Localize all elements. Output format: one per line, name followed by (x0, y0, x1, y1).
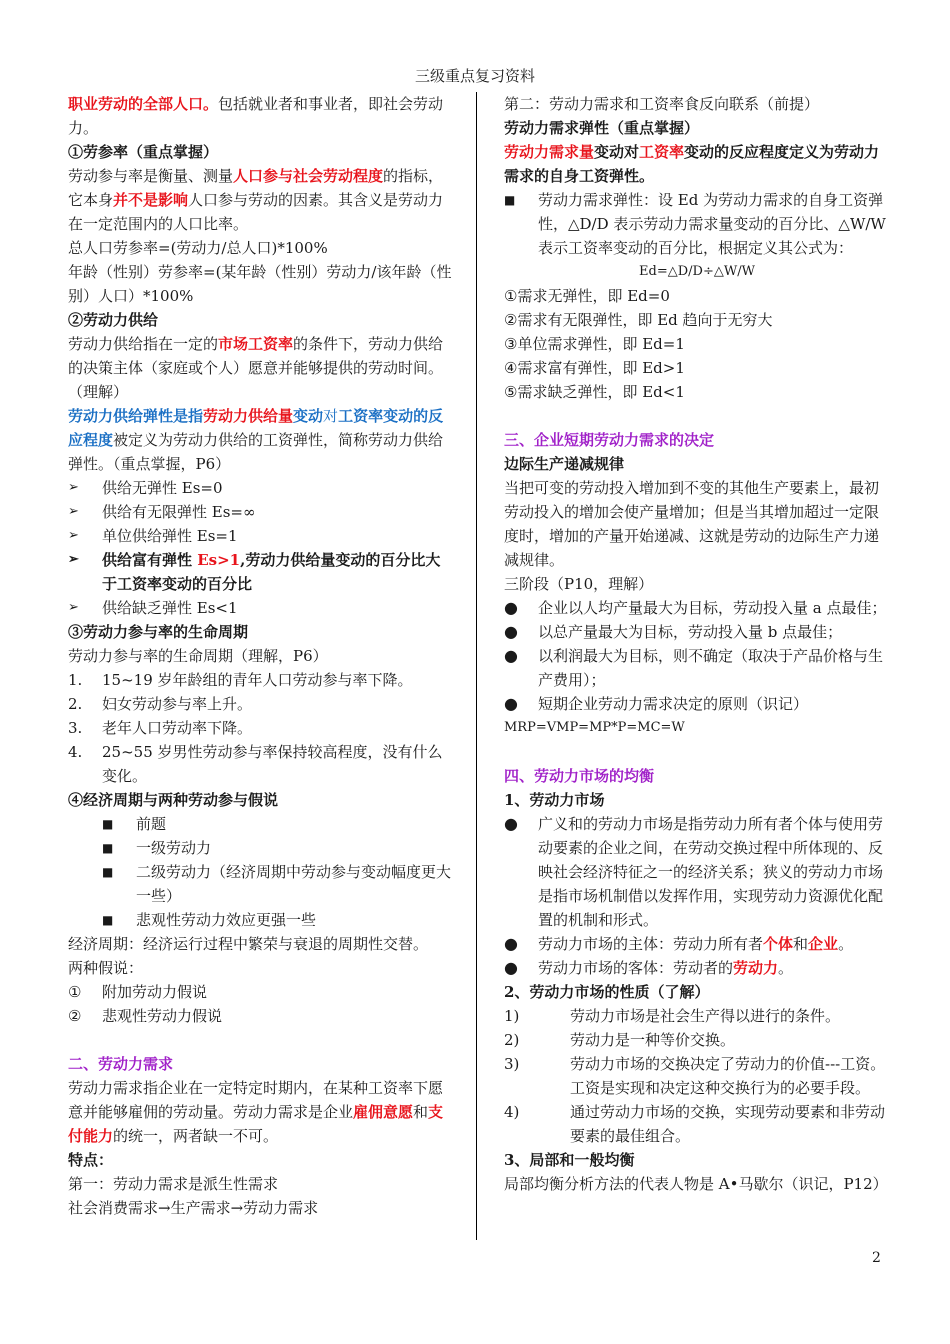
list-item: ➢ 供给富有弹性 Es>1,劳动力供给量变动的百分比大于工资率变动的百分比 (68, 548, 452, 596)
list-item: ➢ 供给有无限弹性 Es=∞ (68, 500, 452, 524)
list-item: ⑤ 需求缺乏弹性，即 Ed<1 (504, 383, 685, 401)
demand-definition: 劳动力需求指企业在一定特定时期内，在某种工资率下愿意并能够雇佣的劳动量。劳动力需求是企业雇佣意愿和支付能力的统一，两者缺一不可。 (68, 1079, 444, 1145)
list-item: 2. 妇女劳动参与率上升。 (68, 695, 253, 713)
dot-bullet-icon: ● (504, 598, 518, 617)
list-item: ● 劳动力市场的主体：劳动力所有者个体和企业。 (504, 932, 890, 956)
list-item: ● 企业以人均产量最大为目标，劳动投入量 a 点最佳； (504, 596, 890, 620)
list-item: ① 需求无弹性，即 Ed=0 (504, 287, 670, 305)
heading-economic-cycle: ④经济周期与两种劳动参与假说 (68, 791, 279, 809)
list-item: ■ 一级劳动力 (68, 836, 452, 860)
heading-labor-market: 1、劳动力市场 (504, 791, 605, 809)
list-item: ● 以利润最大为目标，则不确定（取决于产品价格与生产费用）； (504, 644, 890, 692)
list-item: 1) 劳动力市场是社会生产得以进行的条件。 (504, 1007, 841, 1025)
features-label: 特点： (68, 1151, 114, 1169)
list-item: ● 以总产量最大为目标，劳动投入量 b 点最佳； (504, 620, 890, 644)
heading-market-nature: 2、劳动力市场的性质（了解） (504, 983, 710, 1001)
list-item: ④ 需求富有弹性，即 Ed>1 (504, 359, 685, 377)
section-heading-market-equilibrium: 四、劳动力市场的均衡 (504, 767, 655, 785)
list-item: ➢ 供给无弹性 Es=0 (68, 476, 452, 500)
list-item: ③ 单位需求弹性，即 Ed=1 (504, 335, 685, 353)
intro-paragraph: 职业劳动的全部人口。包括就业者和事业者，即社会劳动力。 (68, 95, 444, 137)
list-item: 4) 通过劳动力市场的交换，实现劳动要素和非劳动要素的最佳组合。 (504, 1103, 886, 1145)
list-item: ■ 悲观性劳动力效应更强一些 (68, 908, 452, 932)
arrow-bullet-icon: ➢ (68, 552, 79, 567)
list-item: ■ 劳动力需求弹性：设 Ed 为劳动力需求的自身工资弹性，△D/D 表示劳动力需求量变动的百分比、△W/W 表示工资率变动的百分比，根据定义其公式为： (504, 188, 890, 260)
supply-definition: 劳动力供给指在一定的市场工资率的条件下，劳动力供给的决策主体（家庭或个人）愿意并能够提供的劳动时间。（理解） (68, 335, 444, 401)
square-bullet-icon: ■ (102, 841, 114, 855)
section-heading-short-term-demand: 三、企业短期劳动力需求的决定 (504, 431, 715, 449)
heading-partial-general-equilibrium: 3、局部和一般均衡 (504, 1151, 635, 1169)
mrp-formula: MRP=VMP=MP*P=MC=W (504, 720, 685, 735)
list-item: 1. 15~19 岁年龄组的青年人口劳动参与率下降。 (68, 671, 413, 689)
dot-bullet-icon: ● (504, 646, 518, 665)
supply-elasticity-definition: 劳动力供给弹性是指劳动力供给量变动对工资率变动的反应程度被定义为劳动力供给的工资弹性，简称劳动力供给弹性。（重点掌握，P6） (68, 407, 444, 473)
heading-labor-supply: ②劳动力供给 (68, 311, 159, 329)
feature-second: 第二：劳动力需求和工资率食反向联系（前提） (504, 95, 820, 113)
demand-chain: 社会消费需求→生产需求→劳动力需求 (68, 1199, 319, 1217)
diminishing-returns-text: 当把可变的劳动投入增加到不变的其他生产要素上，最初劳动投入的增加会使产量增加；但是当其增加超过一定限度时，增加的产量开始递减、这就是劳动的边际生产力递减规律。 (504, 479, 880, 569)
life-cycle-intro: 劳动力参与率的生命周期（理解，P6） (68, 647, 328, 665)
list-item: ● 短期企业劳动力需求决定的原则（识记） (504, 692, 890, 716)
list-item: 4. 25~55 岁男性劳动参与率保持较高程度，没有什么变化。 (68, 743, 443, 785)
participation-definition: 劳动参与率是衡量、测量人口参与社会劳动程度的指标，它本身并不是影响人口参与劳动的因素。其含义是劳动力在一定范围内的人口比率。 (68, 167, 444, 233)
list-item: ① 附加劳动力假说 (68, 983, 208, 1001)
two-hypotheses-label: 两种假说： (68, 959, 144, 977)
square-bullet-icon: ■ (102, 913, 114, 927)
list-item: 3) 劳动力市场的交换决定了劳动力的价值---工资。工资是实现和决定这种交换行为的必要手段。 (504, 1055, 886, 1097)
arrow-bullet-icon: ➢ (68, 480, 79, 495)
elasticity-formula: Ed=△D/D÷△W/W (639, 264, 755, 279)
square-bullet-icon: ■ (102, 817, 114, 831)
column-divider (476, 92, 477, 1240)
formula-total: 总人口劳参率=(劳动力/总人口)*100% (68, 239, 328, 257)
section-heading-labor-demand: 二、劳动力需求 (68, 1055, 174, 1073)
heading-participation-rate: ①劳参率（重点掌握） (68, 143, 219, 161)
dot-bullet-icon: ● (504, 934, 518, 953)
list-item: ● 广义和的劳动力市场是指劳动力所有者个体与使用劳动要素的企业之间，在劳动交换过程中所体现的、反映社会经济特征之一的经济关系；狭义的劳动力市场是指市场机制借以发挥作用，实现劳动力资源优化配置的机制和形式。 (504, 812, 890, 932)
page-number: 2 (872, 1250, 881, 1266)
formula-age-gender: 年龄（性别）劳参率=(某年龄（性别）劳动力/该年龄（性别）人口）*100% (68, 263, 452, 305)
dot-bullet-icon: ● (504, 814, 518, 833)
list-item: 2) 劳动力是一种等价交换。 (504, 1031, 736, 1049)
page-header: 三级重点复习资料 (414, 67, 535, 85)
list-item: ■ 前题 (68, 812, 452, 836)
demand-elasticity-definition: 劳动力需求量变动对工资率变动的反应程度定义为劳动力需求的自身工资弹性。 (504, 143, 880, 185)
arrow-bullet-icon: ➢ (68, 504, 79, 519)
list-item: ➢ 供给缺乏弹性 Es<1 (68, 596, 452, 620)
arrow-bullet-icon: ➢ (68, 528, 79, 543)
arrow-bullet-icon: ➢ (68, 600, 79, 615)
list-item: ● 劳动力市场的客体：劳动者的劳动力。 (504, 956, 890, 980)
list-item: ➢ 单位供给弹性 Es=1 (68, 524, 452, 548)
square-bullet-icon: ■ (102, 865, 114, 879)
marshall-text: 局部均衡分析方法的代表人物是 A•马歇尔（识记，P12） (504, 1175, 888, 1193)
heading-demand-elasticity: 劳动力需求弹性（重点掌握） (504, 119, 700, 137)
dot-bullet-icon: ● (504, 622, 518, 641)
right-column (504, 92, 890, 1196)
three-stages-label: 三阶段（P10，理解） (504, 575, 654, 593)
economic-cycle-definition: 经济周期：经济运行过程中繁荣与衰退的周期性交替。 (68, 935, 429, 953)
list-item: ② 悲观性劳动力假说 (68, 1007, 223, 1025)
left-column (68, 92, 452, 1220)
list-item: 3. 老年人口劳动率下降。 (68, 719, 253, 737)
heading-diminishing-returns: 边际生产递减规律 (504, 455, 625, 473)
dot-bullet-icon: ● (504, 958, 518, 977)
square-bullet-icon: ■ (504, 193, 516, 207)
heading-life-cycle: ③劳动力参与率的生命周期 (68, 623, 249, 641)
list-item: ■ 二级劳动力（经济周期中劳动参与变动幅度更大一些） (68, 860, 452, 908)
feature-first: 第一：劳动力需求是派生性需求 (68, 1175, 279, 1193)
dot-bullet-icon: ● (504, 694, 518, 713)
list-item: ② 需求有无限弹性，即 Ed 趋向于无穷大 (504, 311, 773, 329)
